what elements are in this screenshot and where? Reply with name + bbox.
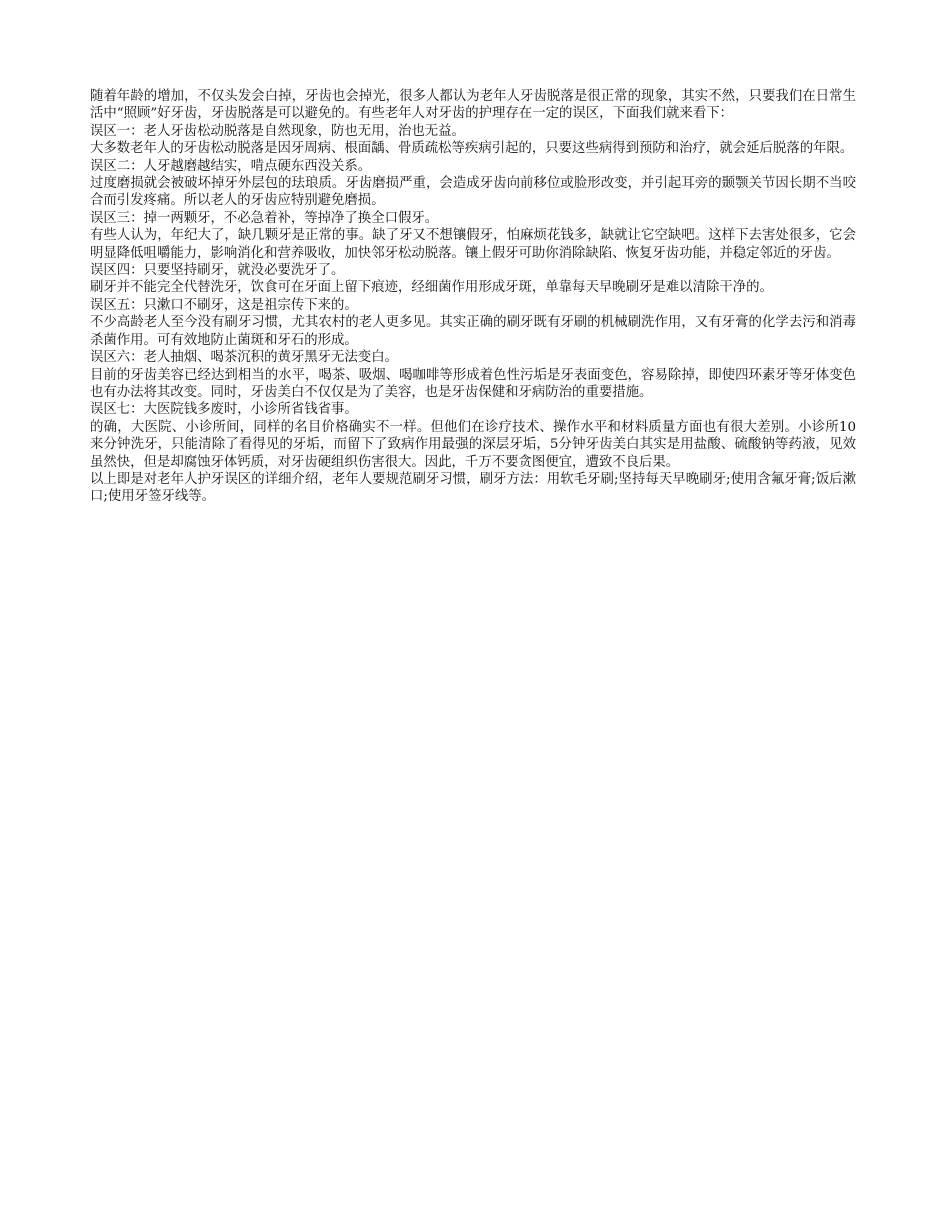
myth-4-heading: 误区四：只要坚持刷牙，就没必要洗牙了。: [90, 263, 345, 279]
conclusion-paragraph: 以上即是对老年人护牙误区的详细介绍，老年人要规范刷牙习惯，刷牙方法：用软毛牙刷;坚持每天早晚刷牙;使用含氟牙膏;饭后漱口;使用牙签牙线等。: [90, 471, 856, 505]
myth-2-body: 过度磨损就会被破坏掉牙外层包的珐琅质。牙齿磨损严重，会造成牙齿向前移位或脸形改变，并引起耳旁的颞颚关节因长期不当咬合而引发疼痛。所以老人的牙齿应特别避免磨损。: [90, 176, 856, 209]
myth-6-heading: 误区六：老人抽烟、喝茶沉积的黄牙黑牙无法变白。: [90, 350, 398, 366]
myth-4-body: 刷牙并不能完全代替洗牙，饮食可在牙面上留下痕迹，经细菌作用形成牙斑，单靠每天早晚刷牙是难以清除干净的。: [90, 280, 773, 296]
myth-5-body: 不少高龄老人至今没有刷牙习惯，尤其农村的老人更多见。其实正确的刷牙既有牙刷的机械刷洗作用，又有牙膏的化学去污和消毒杀菌作用。可有效地防止菌斑和牙石的形成。: [90, 315, 856, 348]
myth-5-heading: 误区五：只漱口不刷牙，这是祖宗传下来的。: [90, 297, 358, 313]
myth-1-heading: 误区一：老人牙齿松动脱落是自然现象，防也无用，治也无益。: [90, 123, 465, 139]
myth-2-heading: 误区二：人牙越磨越结实，啃点硬东西没关系。: [90, 158, 372, 174]
myth-7-body: 的确，大医院、小诊所间，同样的名目价格确实不一样。但他们在诊疗技术、操作水平和材料质量方面也有很大差别。小诊所10来分钟洗牙，只能清除了看得见的牙垢，而留下了致病作用最强的深层牙垢，5分钟牙齿美白其实是用盐酸、硫酸钠等药液，见效虽然快，但是却腐蚀牙体钙质，对牙齿硬组织伤害很大。因此，千万不要贪图便宜，遭致不良后果。: [90, 419, 856, 470]
myth-7-heading: 误区七：大医院钱多废时，小诊所省钱省事。: [90, 402, 358, 418]
myth-3-heading: 误区三：掉一两颗牙，不必急着补，等掉净了换全口假牙。: [90, 210, 439, 226]
myth-3-body: 有些人认为，年纪大了，缺几颗牙是正常的事。缺了牙又不想镶假牙，怕麻烦花钱多，缺就让它空缺吧。这样下去害处很多，它会明显降低咀嚼能力，影响消化和营养吸收，加快邻牙松动脱落。镶上假牙可助你消除缺陷、恢复牙齿功能，并稳定邻近的牙齿。: [90, 228, 856, 261]
myth-1-body: 大多数老年人的牙齿松动脱落是因牙周病、根面龋、骨质疏松等疾病引起的，只要这些病得到预防和治疗，就会延后脱落的年限。: [90, 141, 854, 157]
myth-6-body: 目前的牙齿美容已经达到相当的水平，喝茶、吸烟、喝咖啡等形成着色性污垢是牙表面变色，容易除掉，即使四环素牙等牙体变色也有办法将其改变。同时，牙齿美白不仅仅是为了美容，也是牙齿保健和牙病防治的重要措施。: [90, 367, 856, 400]
article-body: [90, 88, 856, 506]
intro-paragraph: 随着年龄的增加，不仅头发会白掉，牙齿也会掉光，很多人都认为老年人牙齿脱落是很正常的现象，其实不然，只要我们在日常生活中“照顾”好牙齿，牙齿脱落是可以避免的。有些老年人对牙齿的护理存在一定的误区，下面我们就来看下：: [90, 89, 856, 122]
